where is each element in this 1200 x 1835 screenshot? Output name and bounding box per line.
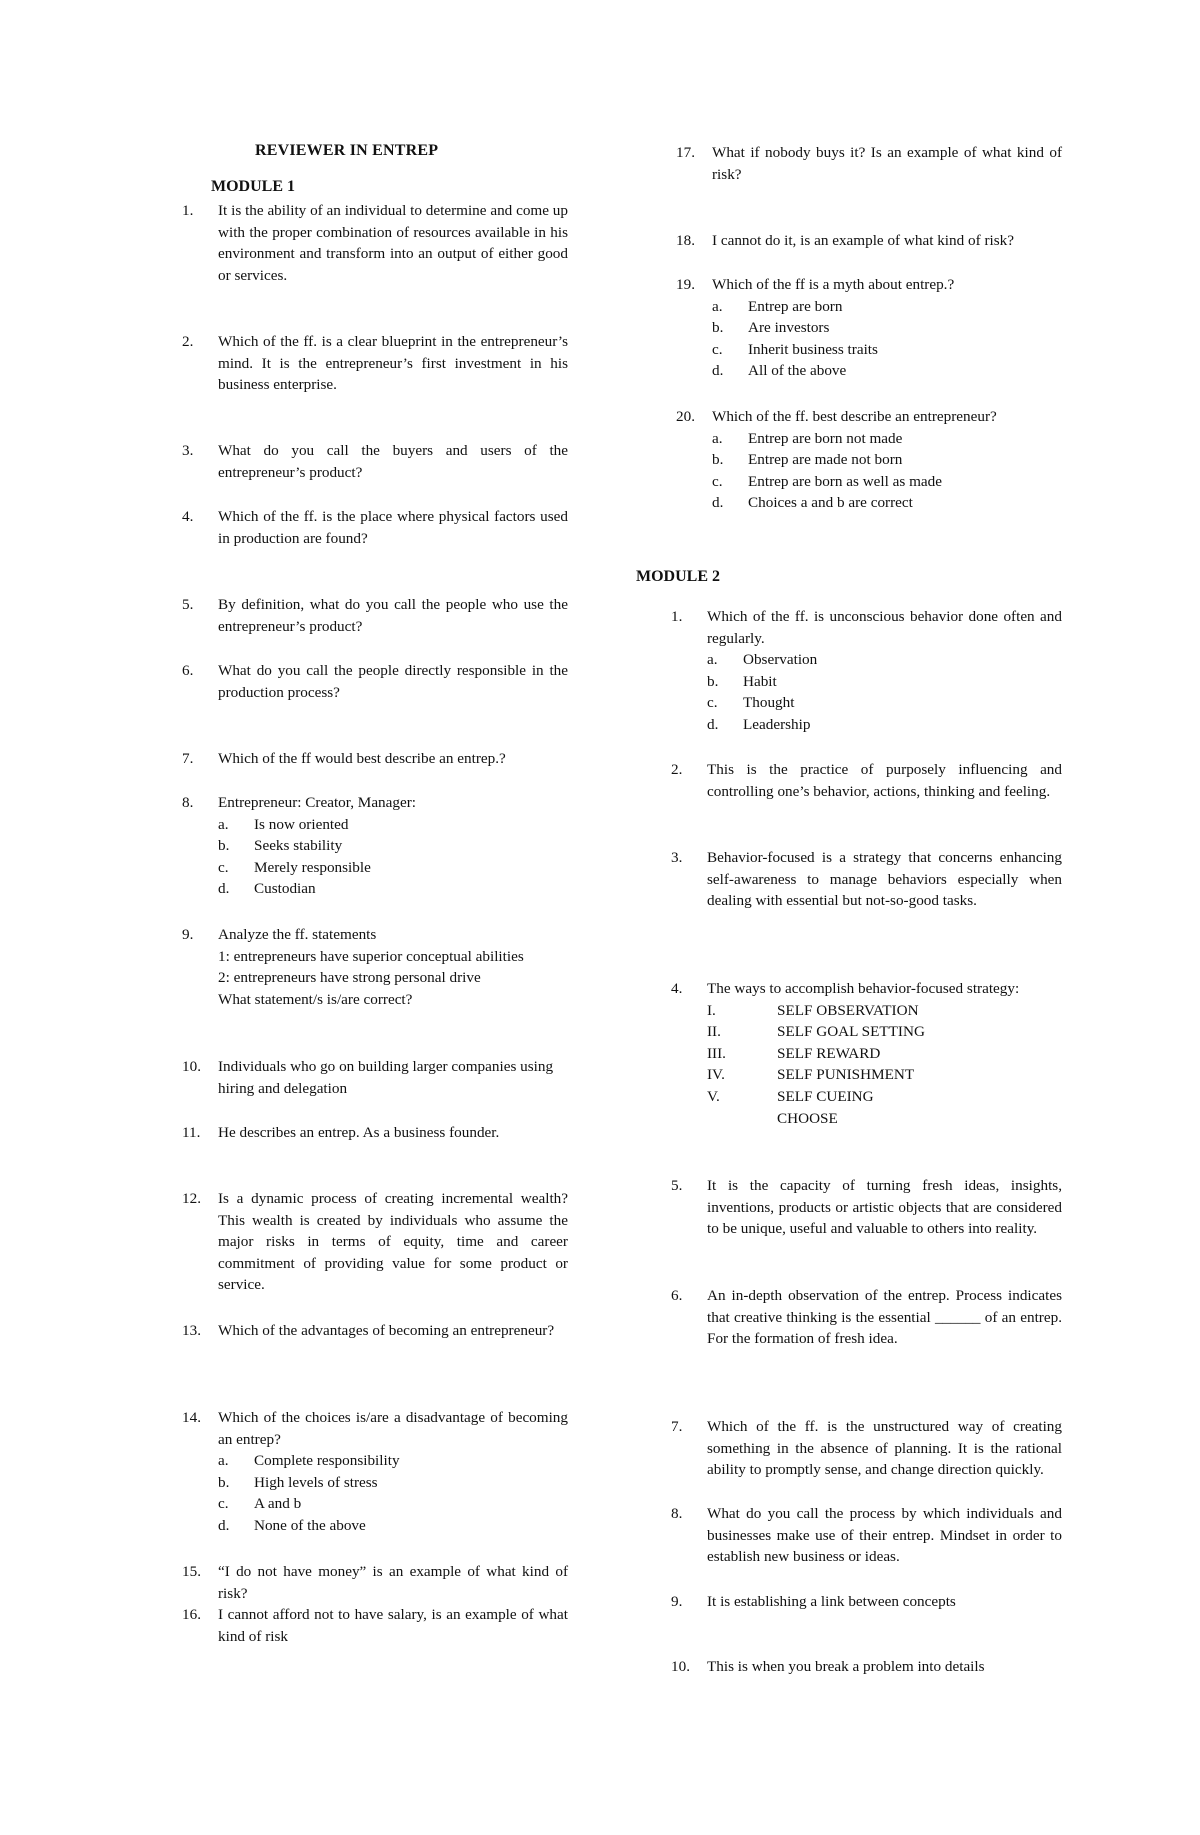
answer-option: a. Is now oriented <box>218 815 349 833</box>
question-text: Which of the ff. is unconscious behavior done often and regularly. <box>707 608 1062 647</box>
question-text: It is the capacity of turning fresh ideas, insights, inventions, products or artistic objects that are considered to be unique, useful and valuable to others into reality. <box>707 1177 1062 1238</box>
answer-option: III. SELF REWARD <box>707 1044 881 1062</box>
question-text: An in-depth observation of the entrep. Process indicates that creative thinking is the essential ______ of an entrep. For the formation of fresh idea. <box>707 1287 1062 1348</box>
question-number: 12. <box>182 1190 201 1207</box>
question-number: 8. <box>671 1505 683 1522</box>
question-text: Behavior-focused is a strategy that concerns enhancing self-awareness to manage behaviors especially when dealing with essential but not-so-good tasks. <box>707 849 1062 910</box>
question-number: 11. <box>182 1124 201 1141</box>
answer-option: c. Thought <box>707 694 795 712</box>
module-1-heading: MODULE 1 <box>211 178 295 195</box>
question-text: Which of the ff is a myth about entrep.? <box>712 276 955 293</box>
question-text: Which of the ff. is the unstructured way of creating something in the absence of planning. It is the rational ability to promptly sense, and change direction quickly. <box>707 1418 1062 1479</box>
question-text: This is when you break a problem into details <box>707 1658 985 1675</box>
answer-option: IV. SELF PUNISHMENT <box>707 1066 915 1084</box>
statement-2: 2: entrepreneurs have strong personal drive <box>218 969 481 987</box>
answer-options <box>712 296 1062 382</box>
statement-1: 1: entrepreneurs have superior conceptual abilities <box>218 947 524 965</box>
question-number: 16. <box>182 1606 201 1623</box>
question-text: Which of the choices is/are a disadvantage of becoming an entrep? <box>218 1409 568 1448</box>
answer-option: c. Inherit business traits <box>712 340 878 358</box>
question-number: 18. <box>676 232 695 249</box>
question-number: 4. <box>671 980 683 997</box>
answer-option: a. Entrep are born not made <box>712 429 903 447</box>
answer-options <box>707 649 1062 735</box>
answer-option: I. SELF OBSERVATION <box>707 1001 919 1019</box>
module-2-heading: MODULE 2 <box>636 568 720 585</box>
answer-option: b. High levels of stress <box>218 1473 378 1491</box>
question-text: It is establishing a link between concepts <box>707 1593 956 1610</box>
question-number: 15. <box>182 1563 201 1580</box>
answer-option: V. SELF CUEING <box>707 1087 874 1105</box>
question-text: Entrepreneur: Creator, Manager: <box>218 794 417 811</box>
question-number: 6. <box>671 1287 683 1304</box>
answer-options <box>218 1450 568 1536</box>
question-number: 9. <box>671 1593 683 1610</box>
answer-option: b. Habit <box>707 672 777 690</box>
statement-prompt: What statement/s is/are correct? <box>218 990 413 1008</box>
answer-options <box>712 428 1062 514</box>
question-text: What if nobody buys it? Is an example of what kind of risk? <box>712 144 1062 183</box>
question-text: This is the practice of purposely influencing and controlling one’s behavior, actions, thinking and feeling. <box>707 761 1062 800</box>
question-number: 14. <box>182 1409 201 1426</box>
question-text: Which of the ff. is a clear blueprint in the entrepreneur’s mind. It is the entrepreneur’s first investment in his business enterprise. <box>218 333 568 394</box>
question-text: Which of the ff. best describe an entrepreneur? <box>712 408 997 425</box>
choose-instruction: CHOOSE <box>777 1109 838 1127</box>
question-number: 6. <box>182 662 194 679</box>
question-number: 4. <box>182 508 194 525</box>
question-number: 2. <box>182 333 194 350</box>
answer-option: d. Choices a and b are correct <box>712 494 913 512</box>
question-number: 17. <box>676 144 695 161</box>
question-text: Which of the ff. is the place where physical factors used in production are found? <box>218 508 568 547</box>
question-text: What do you call the process by which individuals and businesses make use of their entrep. Mindset in order to establish new business or ideas. <box>707 1505 1062 1566</box>
answer-option: b. Entrep are made not born <box>712 451 903 469</box>
answer-option: a. Complete responsibility <box>218 1452 400 1470</box>
answer-option: a. Observation <box>707 651 818 669</box>
question-text: Which of the advantages of becoming an entrepreneur? <box>218 1322 555 1339</box>
question-text: The ways to accomplish behavior-focused strategy: <box>707 980 1020 997</box>
question-number: 19. <box>676 276 695 293</box>
answer-options <box>707 1000 1062 1130</box>
answer-option: d. Leadership <box>707 715 811 733</box>
answer-option: II. SELF GOAL SETTING <box>707 1023 925 1041</box>
answer-option: b. Seeks stability <box>218 837 343 855</box>
question-number: 13. <box>182 1322 201 1339</box>
question-number: 20. <box>676 408 695 425</box>
question-text: Which of the ff would best describe an entrep.? <box>218 750 506 767</box>
question-number: 7. <box>671 1418 683 1435</box>
answer-option: c. Entrep are born as well as made <box>712 472 942 490</box>
question-number: 10. <box>671 1658 690 1675</box>
question-text: It is the ability of an individual to determine and come up with the proper combination of resources available in his environment and transform into an output of either good or services. <box>218 202 568 284</box>
question-number: 9. <box>182 926 194 943</box>
question-text: I cannot do it, is an example of what kind of risk? <box>712 232 1014 249</box>
answer-option: d. None of the above <box>218 1516 366 1534</box>
question-text: Analyze the ff. statements <box>218 926 377 943</box>
question-text: I cannot afford not to have salary, is an example of what kind of risk <box>218 1606 568 1645</box>
question-number: 5. <box>182 596 194 613</box>
question-number: 5. <box>671 1177 683 1194</box>
question-number: 3. <box>182 442 194 459</box>
document-title: REVIEWER IN ENTREP <box>255 142 439 159</box>
question-text: Is a dynamic process of creating incremental wealth? This wealth is created by individuals who assume the major risks in terms of equity, time and career commitment of providing value for some product or service. <box>218 1190 568 1294</box>
answer-option: c. Merely responsible <box>218 858 371 876</box>
question-number: 8. <box>182 794 194 811</box>
question-text: By definition, what do you call the people who use the entrepreneur’s product? <box>218 596 568 635</box>
question-number: 2. <box>671 761 683 778</box>
question-text: What do you call the buyers and users of the entrepreneur’s product? <box>218 442 568 481</box>
answer-option: c. A and b <box>218 1495 302 1513</box>
answer-option: a. Entrep are born <box>712 297 843 315</box>
answer-options <box>218 814 568 900</box>
question-number: 7. <box>182 750 194 767</box>
question-number: 1. <box>182 202 194 219</box>
answer-option: d. Custodian <box>218 880 316 898</box>
question-text: “I do not have money” is an example of what kind of risk? <box>218 1563 568 1602</box>
answer-option: b. Are investors <box>712 319 830 337</box>
question-text: He describes an entrep. As a business founder. <box>218 1124 500 1141</box>
question-number: 1. <box>671 608 683 625</box>
answer-option: d. All of the above <box>712 362 847 380</box>
question-number: 10. <box>182 1058 201 1075</box>
question-text: Individuals who go on building larger companies using hiring and delegation <box>218 1058 554 1097</box>
question-number: 3. <box>671 849 683 866</box>
question-text: What do you call the people directly responsible in the production process? <box>218 662 568 701</box>
